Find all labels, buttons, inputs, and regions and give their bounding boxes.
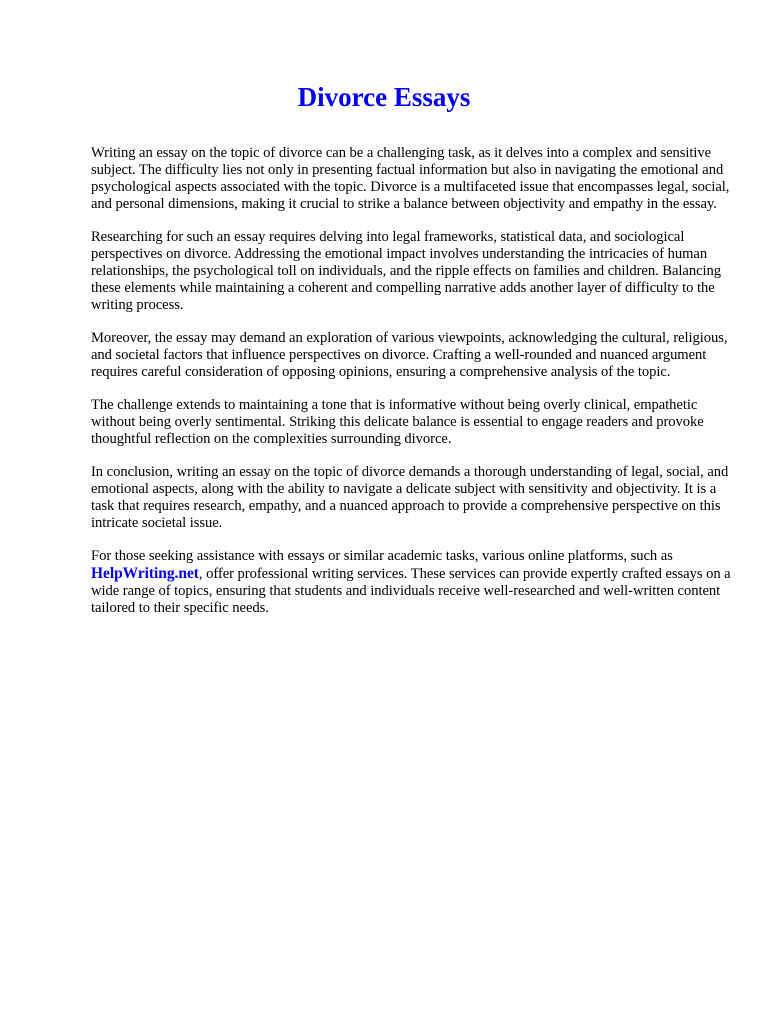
paragraph-2: Researching for such an essay requires delving into legal frameworks, statistical data, and sociological perspectives on divorce. Addressing the emotional impact involves understanding the intricacies of human relationships, the psychological toll on individuals, and the ripple effects on families and children. Balancing these elements while maintaining a coherent and compelling narrative adds another layer of difficulty to the writing process. <box>91 229 722 313</box>
paragraph-5: In conclusion, writing an essay on the topic of divorce demands a thorough understanding of legal, social, and emotional aspects, along with the ability to navigate a delicate subject with sensitivity and objectivity. It is a task that requires research, empathy, and a nuanced approach to provide a comprehensive perspective on this intricate societal issue. <box>91 464 729 531</box>
helpwriting-link[interactable]: HelpWriting.net <box>91 565 199 582</box>
essay-body <box>91 145 731 633</box>
page-title: Divorce Essays <box>297 82 471 112</box>
paragraph-3: Moreover, the essay may demand an exploration of various viewpoints, acknowledging the cultural, religious, and societal factors that influence perspectives on divorce. Crafting a well-rounded and nuanced argument requires careful consideration of opposing opinions, ensuring a comprehensive analysis of the topic. <box>91 330 728 380</box>
paragraph-4: The challenge extends to maintaining a tone that is informative without being overly clinical, empathetic without being overly sentimental. Striking this delicate balance is essential to engage readers and provoke thoughtful reflection on the complexities surrounding divorce. <box>91 397 704 447</box>
paragraph-1: Writing an essay on the topic of divorce can be a challenging task, as it delves into a complex and sensitive subject. The difficulty lies not only in presenting factual information but also in navigating the emotional and psychological aspects associated with the topic. Divorce is a multifaceted issue that encompasses legal, social, and personal dimensions, making it crucial to strike a balance between objectivity and empathy in the essay. <box>91 145 730 212</box>
paragraph-6 <box>91 548 731 617</box>
paragraph-6-outro: , offer professional writing services. These services can provide expertly crafted essays on a wide range of topics, ensuring that students and individuals receive well-researched and well-written content tailored to their specific needs. <box>91 566 731 616</box>
paragraph-6-intro: For those seeking assistance with essays or similar academic tasks, various online platforms, such as <box>91 548 673 564</box>
